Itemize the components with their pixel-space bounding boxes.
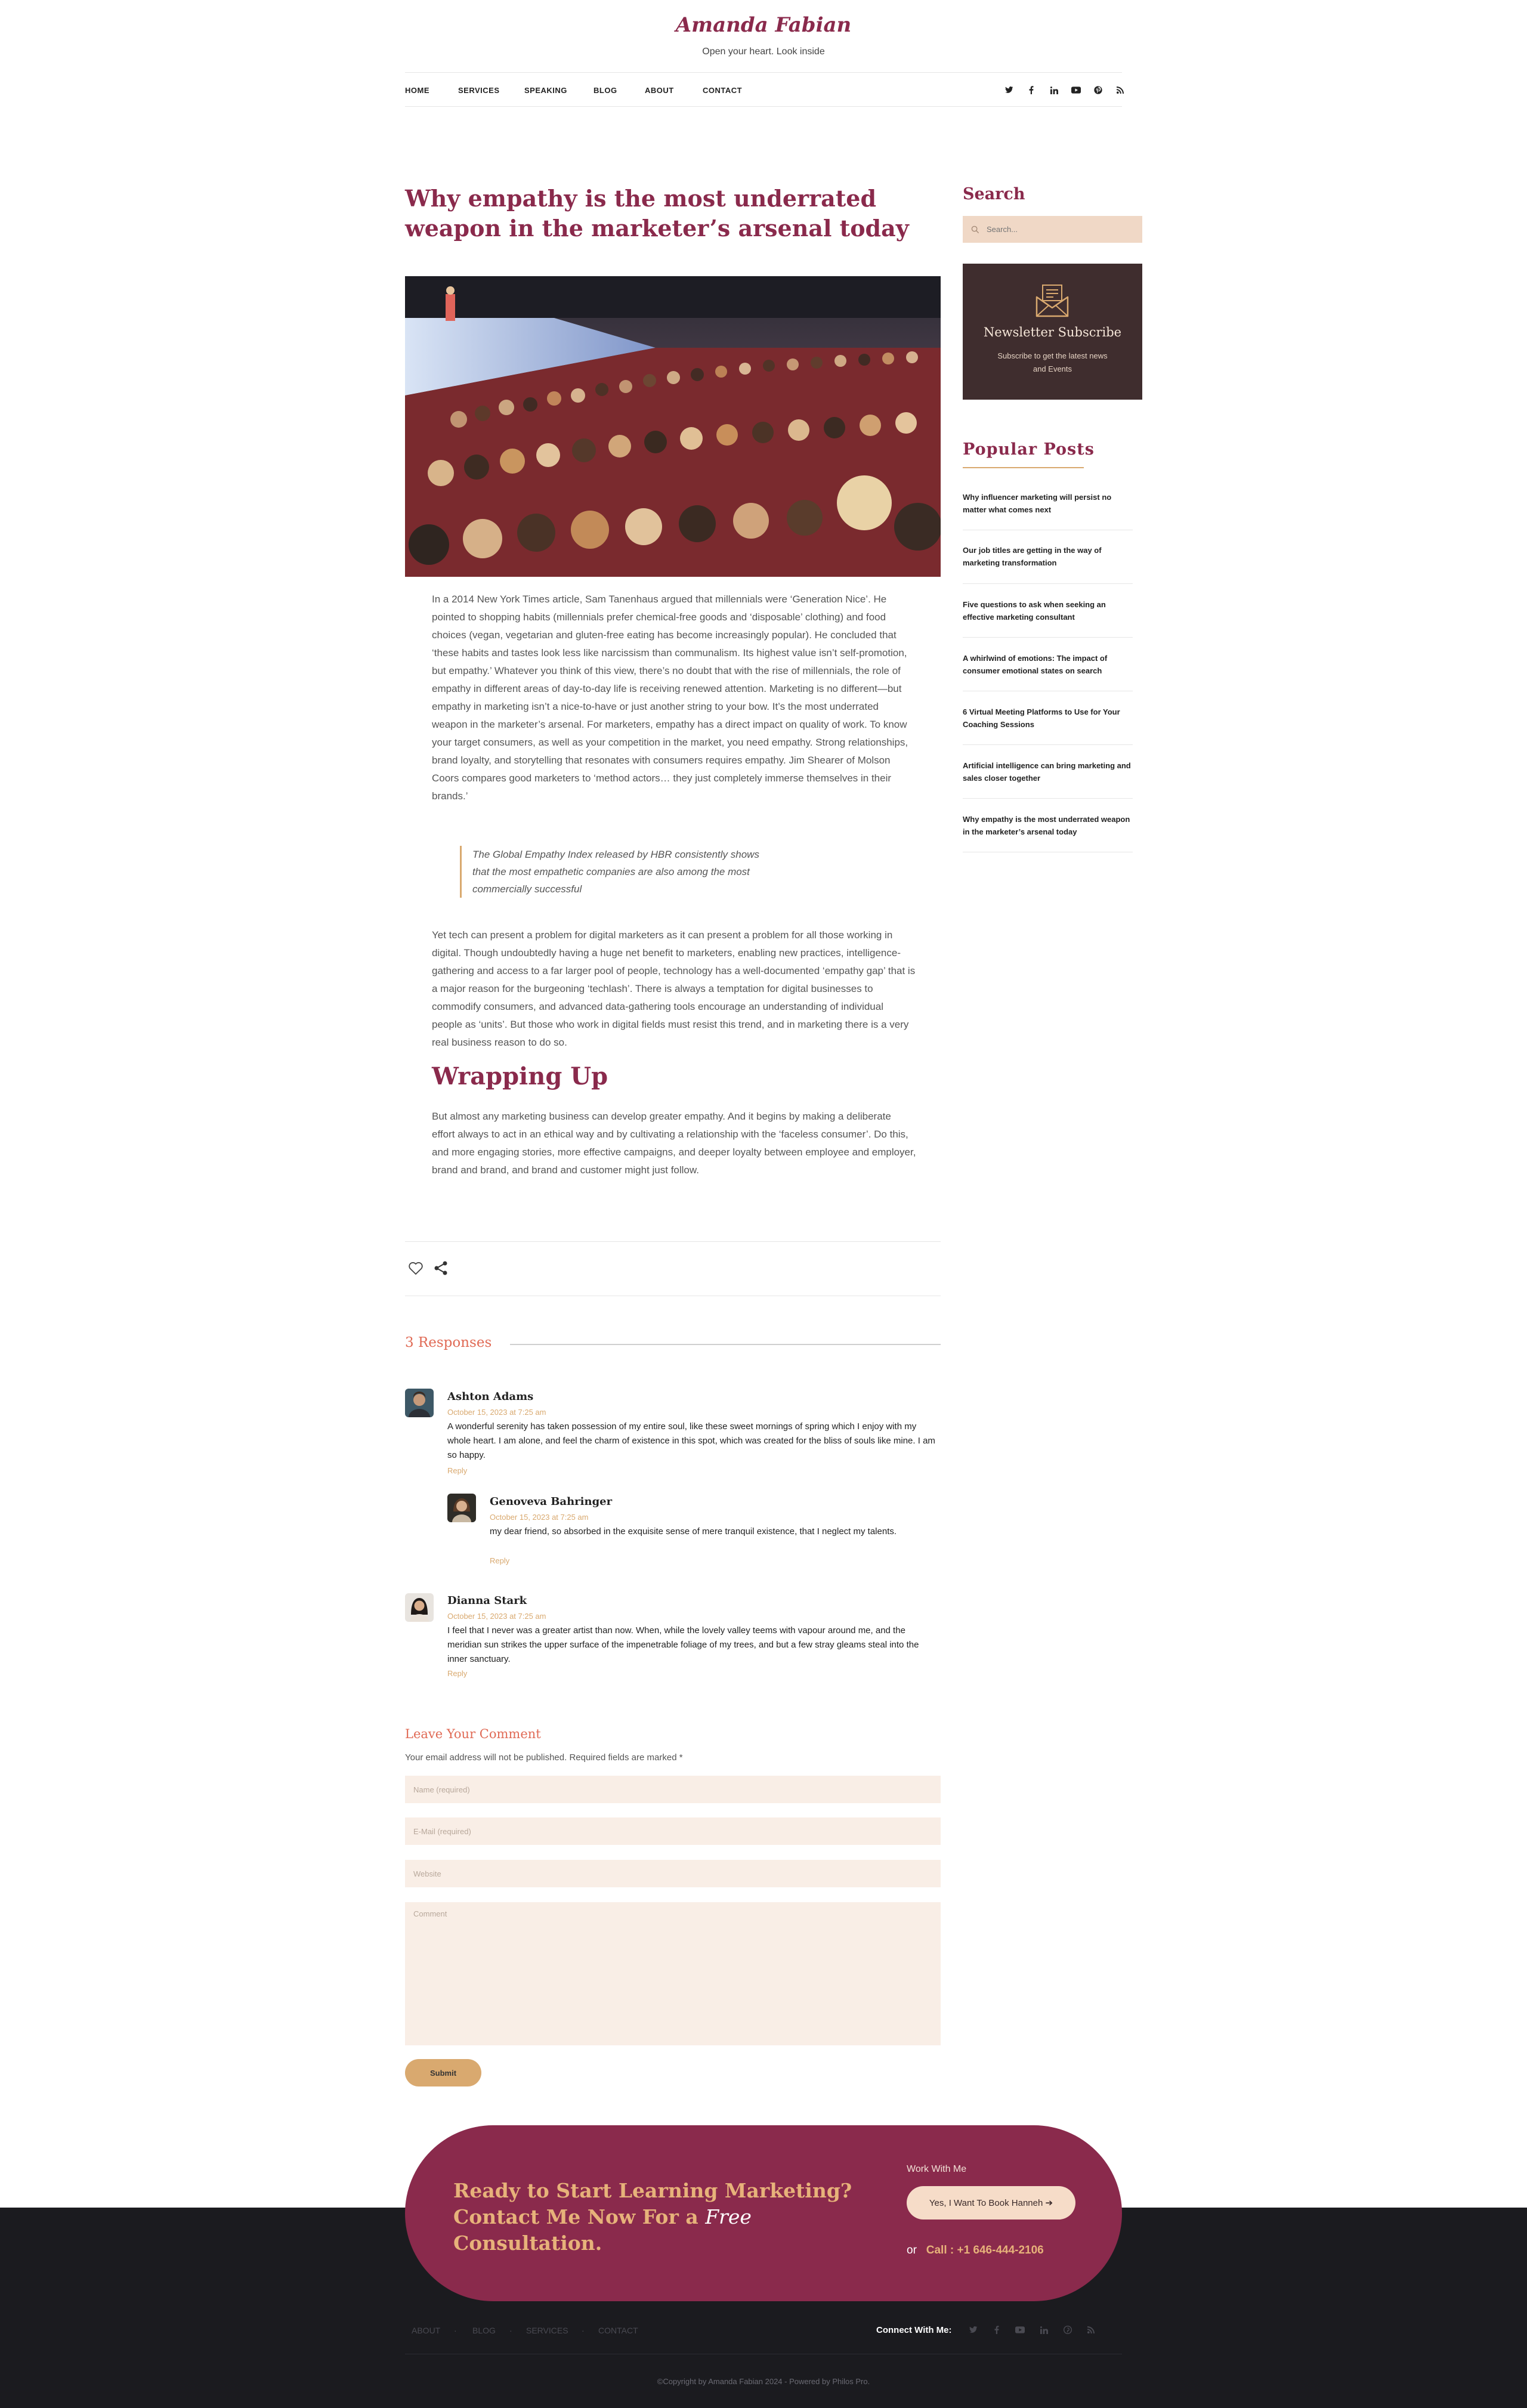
post-featured-image	[405, 276, 941, 577]
search-widget-title: Search	[963, 185, 1025, 203]
pinterest-icon[interactable]	[1062, 2324, 1074, 2336]
like-icon[interactable]	[408, 1261, 424, 1278]
reply-link[interactable]: Reply	[447, 1466, 468, 1475]
facebook-icon[interactable]	[1025, 84, 1038, 97]
post-paragraph: Yet tech can present a problem for digital marketers as it can present a problem for all those working in digital. Though undoubtedly having a huge net benefit to marketers, enabling new practices, intelligence-gathering and access to a far larger pool of people, technology has a well-documented ‘empathy gap’ that is a major reason for the burgeoning ‘techlash’. There is always a temptation for digital businesses to commodify consumers, and advanced data-gathering tools encourage an understanding of individual people as ‘units’. But those who work in digital fields must resist this trend, and in marketing there is a very real business reason to do so.	[432, 929, 916, 1048]
avatar	[447, 1494, 476, 1522]
responses-heading: 3 Responses	[405, 1335, 492, 1350]
cta-heading-end: Consultation.	[453, 2231, 602, 2255]
comment-field[interactable]	[405, 1902, 941, 2045]
cta-call[interactable]	[907, 2244, 1044, 2257]
youtube-icon[interactable]	[1069, 84, 1083, 97]
popular-post-link[interactable]: Our job titles are getting in the way of marketing transformation	[963, 546, 1102, 567]
linkedin-icon[interactable]	[1047, 84, 1061, 97]
nav-about[interactable]: ABOUT	[645, 86, 674, 95]
search-box[interactable]	[963, 216, 1142, 243]
submit-button[interactable]: Submit	[405, 2059, 481, 2086]
website-field[interactable]	[405, 1860, 941, 1887]
twitter-icon[interactable]	[967, 2324, 979, 2336]
main-nav	[405, 72, 1122, 107]
youtube-icon[interactable]	[1014, 2324, 1026, 2336]
footer-separator: ·	[454, 2326, 457, 2335]
linkedin-icon[interactable]	[1038, 2324, 1050, 2336]
search-input[interactable]	[987, 225, 1130, 234]
divider	[963, 583, 1133, 584]
footer-link-about[interactable]: ABOUT	[412, 2326, 441, 2335]
footer-link-blog[interactable]: BLOG	[472, 2326, 496, 2335]
popular-post-link[interactable]: Why empathy is the most underrated weapon in the marketer’s arsenal today	[963, 815, 1130, 836]
post-title: Why empathy is the most underrated weapon in the marketer’s arsenal today	[405, 185, 909, 242]
comment-author: Genoveva Bahringer	[490, 1495, 613, 1508]
cta-work-label: Work With Me	[907, 2164, 967, 2174]
comment-author: Dianna Stark	[447, 1594, 527, 1607]
form-note: Your email address will not be published. Required fields are marked *	[405, 1752, 683, 1763]
comment-author: Ashton Adams	[447, 1390, 534, 1403]
connect-label: Connect With Me:	[876, 2325, 952, 2335]
avatar	[405, 1389, 434, 1417]
comment-date: October 15, 2023 at 7:25 am	[447, 1612, 546, 1621]
site-title[interactable]: Amanda Fabian	[675, 13, 852, 37]
comment-text: I feel that I never was a greater artist than now. When, while the lovely valley teems with vapour around me, and the meridian sun strikes the upper surface of the impenetrable foliage of my trees, and but a few stray gleams steal into the inner sanctuary.	[447, 1625, 919, 1664]
reply-link[interactable]: Reply	[447, 1669, 468, 1678]
cta-heading-free: Free	[705, 2205, 752, 2228]
popular-post-link[interactable]: Five questions to ask when seeking an effective marketing consultant	[963, 600, 1106, 622]
rss-icon[interactable]	[1114, 84, 1127, 97]
footer-separator: ·	[509, 2326, 512, 2335]
cta-heading	[453, 2178, 883, 2256]
divider	[963, 744, 1133, 745]
envelope-icon	[1033, 282, 1071, 323]
post-paragraph: But almost any marketing business can develop greater empathy. And it begins by making a deliberate effort always to act in an ethical way and by cultivating a relationship with the ‘faceless consumer’. Do this, and more engaging stories, more effective campaigns, and deeper loyalty between employee and employer, brand and brand, and brand and customer might just follow.	[432, 1111, 916, 1176]
footer-separator: ·	[582, 2326, 585, 2335]
newsletter-title: Newsletter Subscribe	[983, 325, 1122, 339]
arrow-right-icon: ➔	[1045, 2198, 1053, 2208]
comment-date: October 15, 2023 at 7:25 am	[490, 1513, 589, 1522]
comment-text: A wonderful serenity has taken possession of my entire soul, like these sweet mornings of spring which I enjoy with my whole heart. I am alone, and feel the charm of existence in this spot, which was created for the bliss of souls like mine. I am so happy.	[447, 1421, 935, 1460]
comment-text: my dear friend, so absorbed in the exquisite sense of mere tranquil existence, that I neglect my talents.	[490, 1526, 897, 1537]
divider	[963, 798, 1133, 799]
popular-post-link[interactable]: 6 Virtual Meeting Platforms to Use for Your Coaching Sessions	[963, 707, 1120, 729]
popular-post-link[interactable]: A whirlwind of emotions: The impact of consumer emotional states on search	[963, 654, 1108, 675]
divider	[510, 1344, 941, 1345]
twitter-icon[interactable]	[1003, 84, 1016, 97]
email-field[interactable]	[405, 1817, 941, 1845]
rss-icon[interactable]	[1085, 2324, 1097, 2336]
footer-link-contact[interactable]: CONTACT	[598, 2326, 638, 2335]
nav-home[interactable]: HOME	[405, 86, 429, 95]
reply-link[interactable]: Reply	[490, 1556, 510, 1565]
copyright: ©Copyright by Amanda Fabian 2024 - Powered by Philos Pro.	[657, 2377, 870, 2386]
nav-blog[interactable]: BLOG	[594, 86, 617, 95]
divider	[963, 637, 1133, 638]
post-paragraph: In a 2014 New York Times article, Sam Tanenhaus argued that millennials were ‘Generation Nice’. He pointed to shopping habits (millennials prefer chemical-free goods and ‘disposable’ clothing) and food choices (vegan, vegetarian and gluten-free eating has become increasingly popular). He concluded that ‘these habits and tastes look less like narcissism than communalism. Its highest value isn’t self-promotion, but empathy.’ Whatever you think of this view, there’s no doubt that with the rise of millennials, the role of empathy in different areas of day-to-day life is receiving renewed attention. Marketing is no different—but empathy in marketing isn’t a nice-to-have or just another string to your bow. It’s the most underrated weapon in the marketer’s arsenal. For marketers, empathy has a direct impact on quality of work. To know your target consumers, as well as your competition in the market, you need empathy. Strong relationships, brand loyalty, and storytelling that resonates with consumers requires empathy. Jim Shearer of Molson Coors compares good marketers to ‘method actors… they just completely immerse themselves in their brands.’	[432, 594, 908, 802]
facebook-icon[interactable]	[991, 2324, 1003, 2336]
share-icon[interactable]	[433, 1260, 449, 1279]
book-button[interactable]	[907, 2186, 1075, 2220]
pinterest-icon[interactable]	[1092, 84, 1105, 97]
cta-or: or	[907, 2244, 917, 2256]
title-underline	[963, 467, 1084, 468]
avatar	[405, 1593, 434, 1622]
comment-date: October 15, 2023 at 7:25 am	[447, 1408, 546, 1417]
divider	[405, 1241, 941, 1242]
search-icon	[971, 225, 979, 234]
newsletter-text: Subscribe to get the latest news and Events	[997, 351, 1108, 373]
footer-link-services[interactable]: SERVICES	[526, 2326, 568, 2335]
nav-services[interactable]: SERVICES	[458, 86, 500, 95]
name-field[interactable]	[405, 1776, 941, 1803]
nav-speaking[interactable]: SPEAKING	[524, 86, 567, 95]
popular-post-link[interactable]: Artificial intelligence can bring marketing and sales closer together	[963, 761, 1131, 783]
site-tagline: Open your heart. Look inside	[702, 47, 825, 57]
leave-comment-heading: Leave Your Comment	[405, 1727, 541, 1741]
post-subheading: Wrapping Up	[432, 1062, 608, 1090]
newsletter-widget[interactable]	[963, 264, 1142, 400]
cta-banner	[405, 2125, 1122, 2301]
nav-contact[interactable]: CONTACT	[703, 86, 743, 95]
popular-posts-title: Popular Posts	[963, 440, 1095, 459]
popular-post-link[interactable]: Why influencer marketing will persist no matter what comes next	[963, 493, 1112, 514]
cta-phone[interactable]: Call : +1 646-444-2106	[926, 2244, 1044, 2256]
cta-heading-text: Ready to Start Learning Marketing? Contact Me Now For a	[453, 2179, 852, 2228]
post-blockquote: The Global Empathy Index released by HBR consistently shows that the most empathetic companies are also among the most commercially successful	[460, 846, 770, 898]
book-button-label: Yes, I Want To Book Hanneh	[929, 2198, 1043, 2208]
